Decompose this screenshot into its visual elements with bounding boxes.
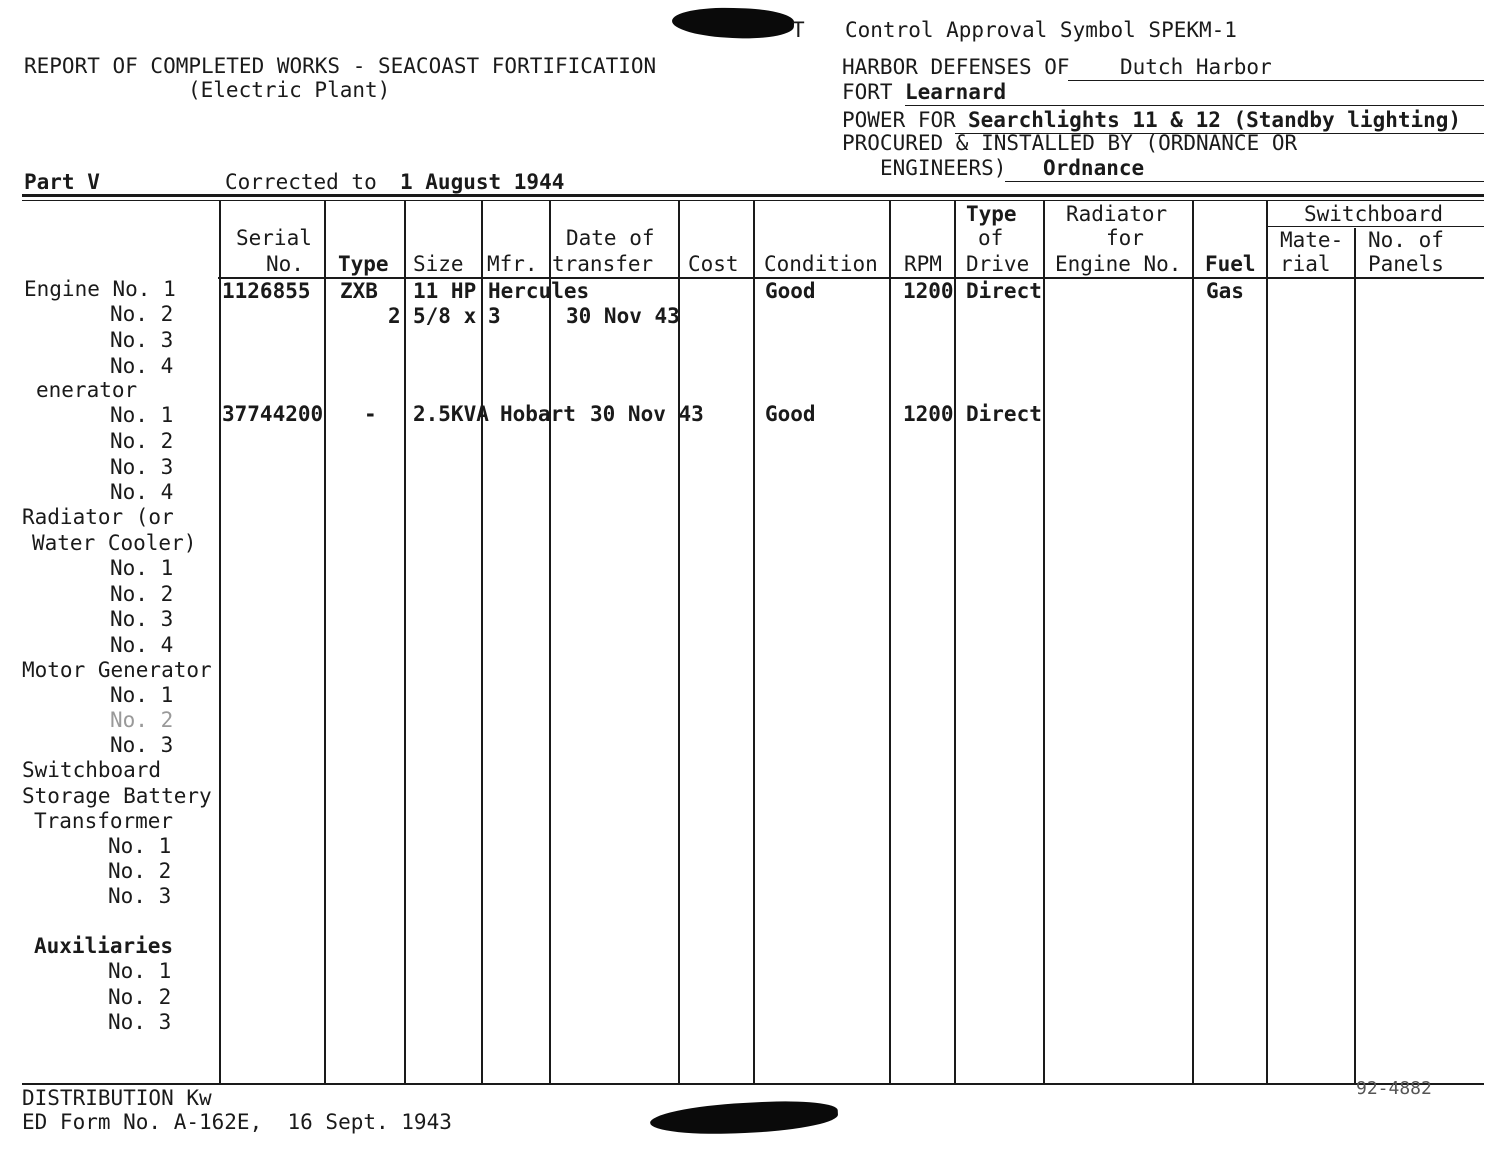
row-label: No. 3 — [110, 328, 174, 352]
col-line — [481, 200, 483, 1084]
col-line — [954, 200, 956, 1084]
row-label: No. 2 — [110, 582, 174, 606]
engine1-serial: 1126855 — [222, 279, 311, 303]
col-radiator-header-1: Radiator — [1066, 202, 1168, 226]
col-switchboard-header: Switchboard — [1304, 202, 1444, 226]
engine2-size: 5/8 x — [413, 304, 477, 328]
col-line — [404, 200, 406, 1084]
row-label-storage-battery: Storage Battery — [22, 784, 212, 808]
row-label-generator: enerator — [36, 378, 138, 402]
row-label-radiator: Radiator (or — [22, 505, 174, 529]
row-label: No. 2 — [108, 859, 172, 883]
procured-label-line1: PROCURED & INSTALLED BY (ORDNANCE OR — [842, 131, 1298, 155]
col-line — [324, 200, 326, 1084]
generator1-size: 2.5KVA — [413, 402, 489, 426]
row-label: No. 4 — [110, 480, 174, 504]
row-label: No. 2 — [110, 429, 174, 453]
fort-value: Learnard — [905, 80, 1007, 104]
row-label-auxiliaries: Auxiliaries — [34, 934, 174, 958]
procured-underline — [1005, 181, 1484, 182]
col-material-header-2: rial — [1280, 252, 1331, 276]
col-radiator-header-3: Engine No. — [1055, 252, 1182, 276]
generator1-mfr: Hobart — [500, 402, 576, 426]
switchboard-divider — [1268, 226, 1484, 227]
generator1-condition: Good — [765, 402, 816, 426]
generator1-type: - — [364, 402, 377, 426]
col-date-header-1: Date of — [566, 226, 655, 250]
col-type-header: Type — [338, 252, 389, 276]
col-radiator-header-2: for — [1106, 226, 1144, 250]
engine2-mfr: 3 — [488, 304, 501, 328]
row-label: No. 3 — [108, 1010, 172, 1034]
row-label: No. 1 — [110, 403, 174, 427]
engine1-mfr: Hercules — [488, 279, 590, 303]
corrected-to-value: 1 August 1944 — [400, 170, 565, 194]
row-label: No. 3 — [108, 884, 172, 908]
col-material-header-1: Mate- — [1280, 228, 1344, 252]
row-label: No. 1 — [108, 834, 172, 858]
col-size-header: Size — [413, 252, 464, 276]
procured-label-line2: ENGINEERS) — [880, 156, 1007, 180]
header-bottom-rule — [218, 277, 1484, 279]
col-fuel-header: Fuel — [1205, 252, 1256, 276]
power-for-label: POWER FOR — [842, 108, 956, 132]
row-label: No. 1 — [108, 959, 172, 983]
generator1-date: 30 Nov 43 — [590, 402, 704, 426]
col-drive-header-2: of — [978, 226, 1004, 250]
col-rpm-header: RPM — [904, 252, 942, 276]
engine1-type: ZXB — [340, 279, 378, 303]
row-label-switchboard: Switchboard — [22, 758, 162, 782]
control-approval-symbol: Control Approval Symbol SPEKM-1 — [845, 18, 1237, 42]
col-mfr-header: Mfr. — [487, 252, 538, 276]
report-title: REPORT OF COMPLETED WORKS - SEACOAST FORTIFICATION — [24, 54, 657, 78]
document-code: 92-4882 — [1356, 1078, 1432, 1099]
generator1-rpm: 1200 — [903, 402, 954, 426]
col-drive-header-1: Type — [966, 202, 1017, 226]
row-label: No. 4 — [110, 354, 174, 378]
distribution-line: DISTRIBUTION Kw — [22, 1086, 212, 1110]
fort-underline — [905, 105, 1484, 106]
col-cost-header: Cost — [688, 252, 739, 276]
generator1-drive: Direct — [966, 402, 1042, 426]
col-serial-header-1: Serial — [236, 226, 312, 250]
harbor-defenses-label: HARBOR DEFENSES OF — [842, 55, 1070, 79]
redaction-mark-bottom — [649, 1098, 838, 1138]
engine1-drive: Direct — [966, 279, 1042, 303]
col-line — [1043, 200, 1045, 1084]
row-label: No. 2 — [110, 302, 174, 326]
col-line — [549, 200, 551, 1084]
table-top-rule — [22, 194, 1484, 197]
procured-value: Ordnance — [1043, 156, 1145, 180]
engine1-condition: Good — [765, 279, 816, 303]
report-subtitle: (Electric Plant) — [188, 78, 391, 102]
col-panels-header-2: Panels — [1368, 252, 1444, 276]
col-line — [1266, 200, 1268, 1084]
col-drive-header-3: Drive — [966, 252, 1030, 276]
part-number: Part V — [24, 170, 100, 194]
col-condition-header: Condition — [764, 252, 878, 276]
row-label-water-cooler: Water Cooler) — [32, 531, 197, 555]
row-label-transformer: Transformer — [34, 809, 174, 833]
row-label: No. 2 — [108, 985, 172, 1009]
col-line — [1192, 200, 1194, 1084]
row-label: No. 3 — [110, 733, 174, 757]
row-label-engine-1: Engine No. 1 — [24, 277, 176, 301]
generator1-serial: 37744200 — [222, 402, 324, 426]
row-label-motor-generator: Motor Generator — [22, 658, 212, 682]
col-line — [753, 200, 755, 1084]
row-label: No. 1 — [110, 556, 174, 580]
power-for-value: Searchlights 11 & 12 (Standby lighting) — [968, 108, 1462, 132]
col-panels-header-1: No. of — [1368, 228, 1444, 252]
engine2-date: 30 Nov 43 — [566, 304, 680, 328]
form-number: ED Form No. A-162E, 16 Sept. 1943 — [22, 1110, 452, 1134]
harbor-underline — [1068, 80, 1484, 81]
col-serial-header-2: No. — [266, 252, 304, 276]
fort-label: FORT — [842, 80, 893, 104]
corrected-to-label: Corrected to — [225, 170, 377, 194]
col-line — [889, 200, 891, 1084]
harbor-defenses-value: Dutch Harbor — [1120, 55, 1272, 79]
top-mark: T — [792, 18, 805, 42]
engine1-size: 11 HP — [413, 279, 477, 303]
redaction-mark-top — [672, 6, 795, 40]
row-label: No. 1 — [110, 683, 174, 707]
engine1-rpm: 1200 — [903, 279, 954, 303]
col-line — [1354, 228, 1356, 1084]
col-line — [219, 200, 221, 1084]
row-label: No. 4 — [110, 633, 174, 657]
row-label: No. 2 — [110, 708, 174, 732]
engine1-fuel: Gas — [1206, 279, 1244, 303]
engine2-size-prefix: 2 — [388, 304, 401, 328]
col-line — [678, 200, 680, 1084]
row-label: No. 3 — [110, 455, 174, 479]
row-label: No. 3 — [110, 607, 174, 631]
col-date-header-2: transfer — [552, 252, 654, 276]
